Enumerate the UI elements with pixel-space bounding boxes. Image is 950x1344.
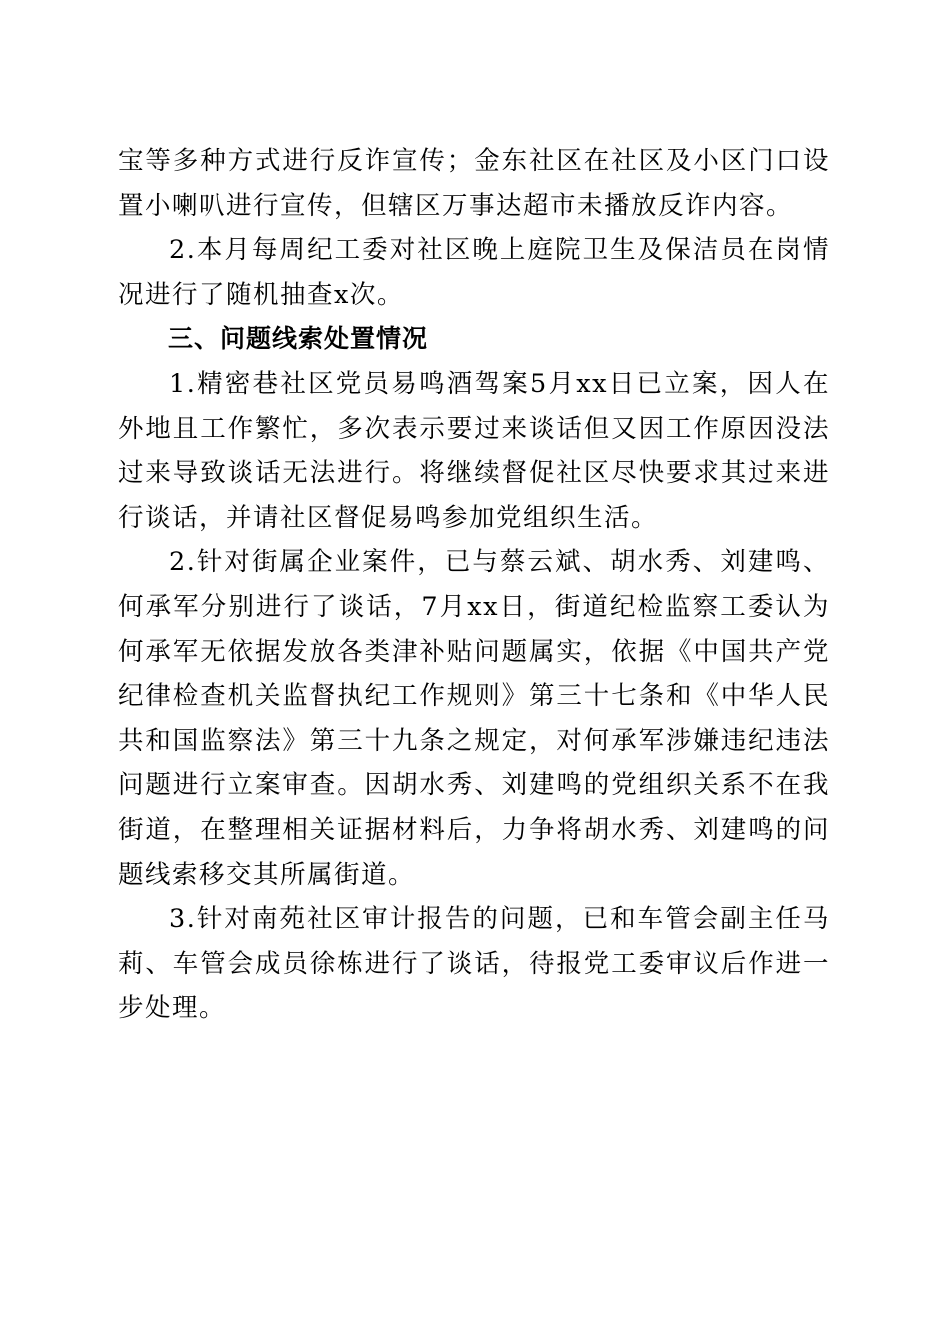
paragraph-continuation: 宝等多种方式进行反诈宣传；金东社区在社区及小区门口设置小喇叭进行宣传，但辖区万事达超市未播放反诈内容。 <box>118 146 830 221</box>
paragraph-case-2: 2.针对街属企业案件，已与蔡云斌、胡水秀、刘建鸣、何承军分别进行了谈话，7月xx日，街道纪检监察工委认为何承军无依据发放各类津补贴问题属实，依据《中国共产党纪律检查机关监督执纪工作规则》第三十七条和《中华人民共和国监察法》第三十九条之规定，对何承军涉嫌违纪违法问题进行立案审查。因胡水秀、刘建鸣的党组织关系不在我街道，在整理相关证据材料后，力争将胡水秀、刘建鸣的问题线索移交其所属街道。 <box>118 547 830 890</box>
paragraph-case-1: 1.精密巷社区党员易鸣酒驾案5月xx日已立案，因人在外地且工作繁忙，多次表示要过来谈话但又因工作原因没法过来导致谈话无法进行。将继续督促社区尽快要求其过来进行谈话，并请社区督促易鸣参加党组织生活。 <box>118 368 830 533</box>
paragraph-inspection: 2.本月每周纪工委对社区晚上庭院卫生及保洁员在岗情况进行了随机抽查x次。 <box>118 235 830 310</box>
paragraph-case-3: 3.针对南苑社区审计报告的问题，已和车管会副主任马莉、车管会成员徐栋进行了谈话，待报党工委审议后作进一步处理。 <box>118 904 830 1024</box>
section-heading: 三、问题线索处置情况 <box>168 324 429 354</box>
document-body <box>118 139 830 1031</box>
